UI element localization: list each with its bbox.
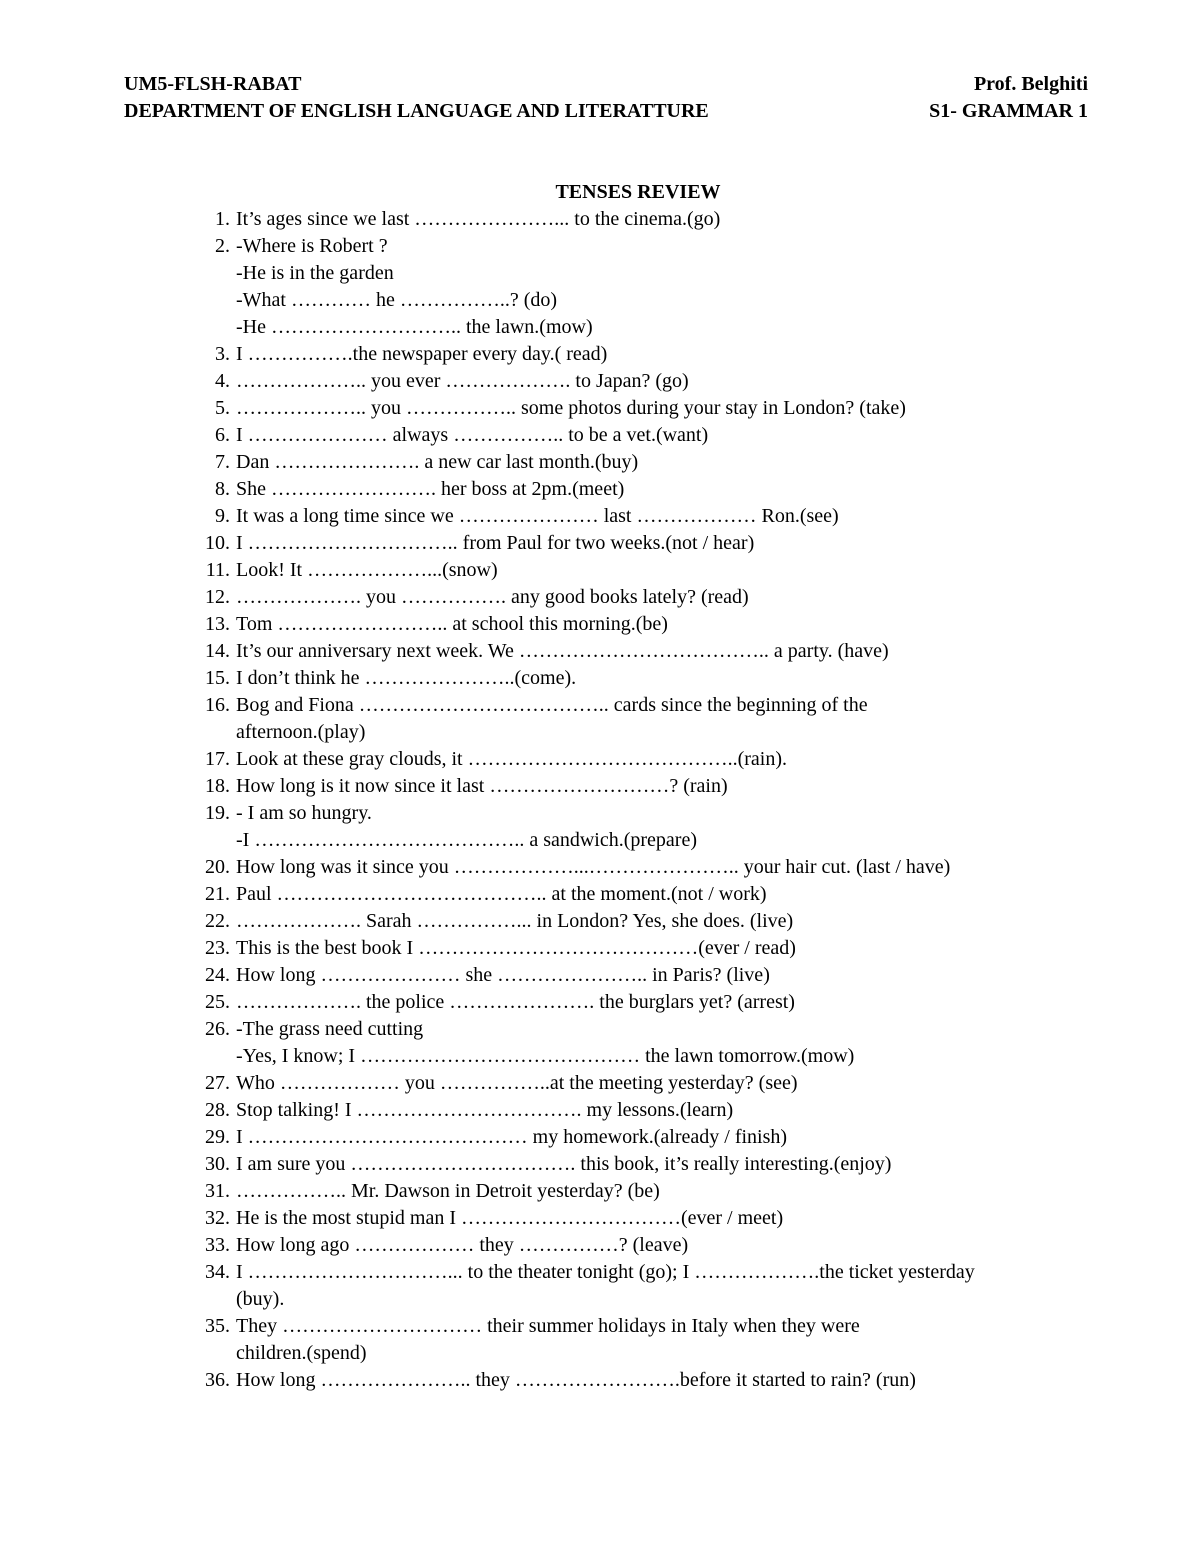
- exercise-item: [215, 233, 1116, 341]
- exercise-number: 28.: [205, 1099, 230, 1121]
- exercise-item: [205, 854, 1116, 881]
- exercise-item: [205, 773, 1116, 800]
- exercise-number: 1.: [215, 208, 230, 230]
- exercise-number: 27.: [205, 1072, 230, 1094]
- exercise-number: 20.: [205, 856, 230, 878]
- exercise-number: 35.: [205, 1315, 230, 1337]
- exercise-item: [215, 503, 1116, 530]
- page-title: TENSES REVIEW: [555, 181, 721, 203]
- exercise-item: [205, 1016, 1116, 1070]
- exercise-item: [205, 1367, 1116, 1394]
- exercise-line: It’s our anniversary next week. We ……………………………….. a party. (have): [236, 640, 889, 662]
- exercise-number: 36.: [205, 1369, 230, 1391]
- exercise-item: [215, 368, 1116, 395]
- exercise-line: Who ……………… you ……………..at the meeting yesterday? (see): [236, 1072, 798, 1094]
- exercise-line: I ………………………….. from Paul for two weeks.(not / hear): [236, 532, 755, 554]
- exercise-line: Bog and Fiona ……………………………….. cards since the beginning of the: [236, 694, 868, 716]
- exercise-line: -He is in the garden: [236, 262, 394, 284]
- exercise-line: I …………………………………… my homework.(already / finish): [236, 1126, 788, 1148]
- exercise-item: [215, 449, 1116, 476]
- exercise-item: [205, 1232, 1116, 1259]
- exercise-number: 7.: [215, 451, 230, 473]
- exercise-number: 17.: [205, 748, 230, 770]
- exercise-item: [205, 989, 1116, 1016]
- exercise-number: 34.: [205, 1261, 230, 1283]
- exercise-line: I ………………… always …………….. to be a vet.(want): [236, 424, 709, 446]
- exercise-line: I …………………………... to the theater tonight (go); I ……………….the ticket yesterday: [236, 1261, 975, 1283]
- exercise-line: I am sure you ……………………………. this book, it’s really interesting.(enjoy): [236, 1153, 892, 1175]
- exercise-number: 2.: [215, 235, 230, 257]
- exercise-number: 23.: [205, 937, 230, 959]
- exercise-number: 26.: [205, 1018, 230, 1040]
- exercise-line: - I am so hungry.: [236, 802, 372, 824]
- exercise-number: 11.: [205, 559, 230, 581]
- exercise-line: ……………….. you ever ………………. to Japan? (go): [236, 370, 689, 392]
- exercise-line: ……………….. you …………….. some photos during your stay in London? (take): [236, 397, 906, 419]
- exercise-number: 3.: [215, 343, 230, 365]
- exercise-line: Look! It ………………...(snow): [236, 559, 498, 581]
- exercise-line: How long was it since you ………………...………………….. your hair cut. (last / have): [236, 856, 951, 878]
- exercise-line: Tom …………………….. at school this morning.(be): [236, 613, 668, 635]
- exercise-line: I …………….the newspaper every day.( read): [236, 343, 608, 365]
- exercise-item: [205, 638, 1116, 665]
- exercise-number: 31.: [205, 1180, 230, 1202]
- exercise-line: ………………. you ……………. any good books lately? (read): [236, 586, 749, 608]
- exercise-item: [215, 206, 1116, 233]
- exercise-line: -What ………… he ……………..? (do): [236, 289, 558, 311]
- exercise-line: How long ago ……………… they ……………? (leave): [236, 1234, 689, 1256]
- exercise-item: [215, 476, 1116, 503]
- exercise-line: (buy).: [236, 1288, 285, 1310]
- exercise-number: 10.: [205, 532, 230, 554]
- exercise-line: -Yes, I know; I …………………………………… the lawn tomorrow.(mow): [236, 1045, 855, 1067]
- exercise-line: This is the best book I ……………………………………(ever / read): [236, 937, 796, 959]
- exercise-line: They ………………………… their summer holidays in Italy when they were: [236, 1315, 860, 1337]
- exercise-line: ………………. Sarah ……………... in London? Yes, she does. (live): [236, 910, 794, 932]
- exercise-item: [205, 692, 1116, 746]
- exercise-item: [215, 341, 1116, 368]
- exercise-item: [205, 530, 1116, 557]
- exercise-item: [205, 935, 1116, 962]
- exercise-number: 5.: [215, 397, 230, 419]
- exercise-number: 14.: [205, 640, 230, 662]
- exercise-line: How long ………………… she ………………….. in Paris? (live): [236, 964, 770, 986]
- exercise-line: It’s ages since we last …………………... to the cinema.(go): [236, 208, 721, 230]
- exercise-number: 15.: [205, 667, 230, 689]
- exercise-item: [215, 395, 1116, 422]
- exercise-line: Look at these gray clouds, it …………………………………..(rain).: [236, 748, 788, 770]
- exercise-number: 24.: [205, 964, 230, 986]
- exercise-item: [205, 1151, 1116, 1178]
- exercise-line: Paul ………………………………….. at the moment.(not / work): [236, 883, 767, 905]
- exercise-item: [205, 800, 1116, 854]
- exercise-number: 29.: [205, 1126, 230, 1148]
- exercise-line: How long is it now since it last ………………………? (rain): [236, 775, 728, 797]
- exercise-number: 25.: [205, 991, 230, 1013]
- exercise-item: [205, 584, 1116, 611]
- exercise-number: 4.: [215, 370, 230, 392]
- exercise-line: …………….. Mr. Dawson in Detroit yesterday? (be): [236, 1180, 660, 1202]
- exercise-item: [205, 557, 1116, 584]
- exercise-number: 16.: [205, 694, 230, 716]
- header-professor: Prof. Belghiti: [973, 73, 1088, 95]
- exercise-item: [205, 611, 1116, 638]
- exercise-line: children.(spend): [236, 1342, 367, 1364]
- exercise-number: 8.: [215, 478, 230, 500]
- exercise-number: 9.: [215, 505, 230, 527]
- exercise-number: 30.: [205, 1153, 230, 1175]
- header-department: DEPARTMENT OF ENGLISH LANGUAGE AND LITERATTURE: [124, 100, 709, 122]
- exercise-number: 33.: [205, 1234, 230, 1256]
- exercise-number: 12.: [205, 586, 230, 608]
- exercise-line: Stop talking! I ……………………………. my lessons.(learn): [236, 1099, 734, 1121]
- exercise-number: 32.: [205, 1207, 230, 1229]
- exercise-line: He is the most stupid man I ……………………………(ever / meet): [236, 1207, 784, 1229]
- exercise-line: afternoon.(play): [236, 721, 366, 743]
- exercise-item: [205, 1178, 1116, 1205]
- header-course: S1- GRAMMAR 1: [929, 100, 1088, 122]
- exercise-item: [205, 908, 1116, 935]
- exercise-line: I don’t think he …………………..(come).: [236, 667, 577, 689]
- exercise-line: Dan …………………. a new car last month.(buy): [236, 451, 639, 473]
- exercise-item: [205, 1097, 1116, 1124]
- exercise-item: [205, 746, 1116, 773]
- exercise-number: 19.: [205, 802, 230, 824]
- exercise-item: [205, 1124, 1116, 1151]
- exercise-line: -I ………………………………….. a sandwich.(prepare): [236, 829, 698, 851]
- exercise-line: -The grass need cutting: [236, 1018, 424, 1040]
- exercise-number: 22.: [205, 910, 230, 932]
- exercise-item: [205, 962, 1116, 989]
- exercise-item: [205, 1259, 1116, 1313]
- exercise-item: [205, 1205, 1116, 1232]
- header-institution: UM5-FLSH-RABAT: [124, 73, 302, 95]
- exercise-list: [205, 206, 1116, 1394]
- exercise-item: [205, 881, 1116, 908]
- exercise-item: [215, 422, 1116, 449]
- exercise-line: ………………. the police …………………. the burglars yet? (arrest): [236, 991, 795, 1013]
- exercise-number: 21.: [205, 883, 230, 905]
- exercise-item: [205, 665, 1116, 692]
- exercise-item: [205, 1313, 1116, 1367]
- exercise-number: 18.: [205, 775, 230, 797]
- exercise-line: It was a long time since we ………………… last ……………… Ron.(see): [236, 505, 839, 527]
- exercise-line: How long ………………….. they …………………….before it started to rain? (run): [236, 1369, 916, 1391]
- exercise-number: 6.: [215, 424, 230, 446]
- exercise-line: -He ……………………….. the lawn.(mow): [236, 316, 593, 338]
- exercise-item: [205, 1070, 1116, 1097]
- exercise-line: She ……………………. her boss at 2pm.(meet): [236, 478, 625, 500]
- exercise-line: -Where is Robert ?: [236, 235, 388, 257]
- exercise-number: 13.: [205, 613, 230, 635]
